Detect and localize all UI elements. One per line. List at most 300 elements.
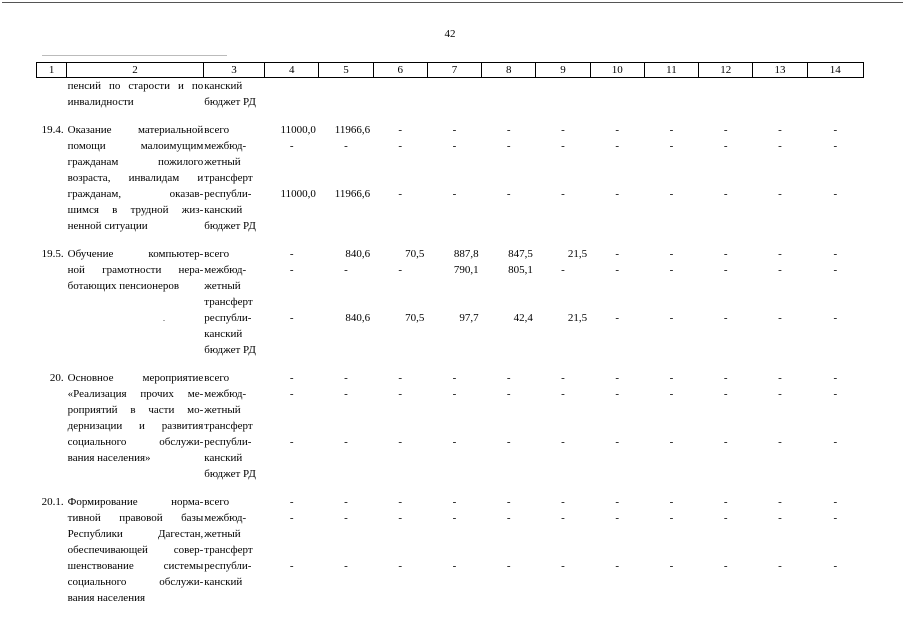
- value-cell: [590, 370, 644, 482]
- value-spacer: [265, 542, 319, 558]
- value-mbt: -: [778, 264, 782, 276]
- value-spacer: [753, 170, 807, 186]
- fund-line: бюджет РД: [204, 96, 256, 108]
- name-line: инвалидности: [67, 96, 134, 108]
- value-rd: -: [723, 312, 728, 324]
- value-mbt: -: [344, 512, 348, 524]
- value-spacer: [699, 542, 753, 558]
- value-spacer: [753, 418, 807, 434]
- row-number: 19.5.: [41, 248, 64, 260]
- value-spacer: [427, 402, 481, 418]
- column-header: 7: [427, 63, 481, 78]
- funding-source: [203, 122, 264, 234]
- fund-line: республи-: [204, 560, 252, 572]
- value-spacer: [644, 170, 698, 186]
- value-spacer: [807, 278, 863, 294]
- value-spacer: [753, 278, 807, 294]
- value-spacer: [373, 278, 427, 294]
- value-total: -: [615, 496, 620, 508]
- value-cell: [807, 370, 863, 482]
- fund-line: бюджет РД: [204, 220, 256, 232]
- column-header: 1: [37, 63, 67, 78]
- value-mbt: -: [669, 388, 674, 400]
- value-total: -: [833, 496, 838, 508]
- name-line: тивной правовой базы: [67, 512, 204, 524]
- funding-source: [203, 370, 264, 482]
- value-rd: -: [615, 312, 620, 324]
- value-rd: -: [723, 188, 728, 200]
- value-rd: 70,5: [405, 312, 425, 324]
- value-total: -: [723, 124, 728, 136]
- value-mbt: 790,1: [453, 264, 479, 276]
- activity-name: [67, 122, 204, 234]
- value-spacer: [482, 418, 536, 434]
- value-rd: -: [669, 188, 674, 200]
- value-mbt: -: [289, 512, 294, 524]
- fund-line: межбюд-: [204, 388, 247, 400]
- value-spacer: [753, 402, 807, 418]
- name-line: Формирование норма-: [67, 496, 204, 508]
- value-cell: [699, 370, 753, 482]
- value-spacer: [590, 278, 644, 294]
- name-line: «Реализация прочих ме-: [67, 388, 204, 400]
- fund-line: межбюд-: [204, 264, 247, 276]
- value-total: -: [669, 496, 674, 508]
- value-rd: -: [833, 436, 838, 448]
- value-total: -: [669, 248, 674, 260]
- value-spacer: [427, 278, 481, 294]
- value-cell: [807, 122, 863, 234]
- value-cell: [644, 246, 698, 358]
- value-spacer: [265, 294, 319, 310]
- value-total: -: [615, 248, 620, 260]
- value-cell: [536, 370, 590, 482]
- value-cell: [807, 494, 863, 606]
- value-spacer: [807, 170, 863, 186]
- fund-line: жетный: [204, 156, 241, 168]
- fund-line: жетный: [204, 404, 241, 416]
- name-line: возраста, инвалидам и: [67, 172, 204, 184]
- name-line: Республики Дагестан,: [67, 528, 204, 540]
- value-mbt: -: [561, 512, 565, 524]
- column-header: 13: [753, 63, 807, 78]
- fund-line: республи-: [204, 188, 252, 200]
- fund-line: канский: [204, 204, 243, 216]
- fund-line: канский: [204, 576, 243, 588]
- value-cell: [265, 370, 319, 482]
- funding-source: [203, 494, 264, 606]
- value-total: -: [506, 496, 511, 508]
- value-spacer: [644, 154, 698, 170]
- name-line: ной грамотности нера-: [67, 264, 204, 276]
- value-cell: [265, 246, 319, 358]
- value-spacer: [753, 294, 807, 310]
- value-mbt: -: [723, 140, 728, 152]
- name-line: ботающих пенсионеров: [67, 280, 180, 292]
- value-total: -: [344, 372, 348, 384]
- column-header: 11: [644, 63, 698, 78]
- value-total: -: [289, 372, 294, 384]
- value-total: -: [506, 372, 511, 384]
- name-line: обеспечивающей совер-: [67, 544, 204, 556]
- name-line: Оказание материальной: [67, 124, 204, 136]
- fund-line: межбюд-: [204, 512, 247, 524]
- value-total: -: [398, 496, 403, 508]
- name-line: Основное мероприятие: [67, 372, 204, 384]
- value-spacer: [373, 294, 427, 310]
- value-total: 11000,0: [280, 124, 316, 136]
- column-header-row: [37, 63, 864, 78]
- value-spacer: [699, 526, 753, 542]
- value-mbt: -: [506, 140, 511, 152]
- name-line: ненной ситуации: [67, 220, 148, 232]
- value-spacer: [644, 278, 698, 294]
- table-row: [37, 246, 864, 358]
- value-spacer: [536, 170, 590, 186]
- value-spacer: [427, 418, 481, 434]
- value-mbt: -: [778, 512, 782, 524]
- value-spacer: [265, 154, 319, 170]
- value-mbt: -: [344, 388, 348, 400]
- value-rd: -: [289, 560, 294, 572]
- value-rd: -: [778, 560, 782, 572]
- row-spacer: [37, 358, 864, 370]
- value-spacer: [536, 154, 590, 170]
- value-mbt: -: [833, 512, 838, 524]
- value-spacer: [536, 402, 590, 418]
- value-cell: [373, 246, 427, 358]
- value-spacer: [590, 542, 644, 558]
- value-total: -: [723, 372, 728, 384]
- value-total: -: [452, 372, 457, 384]
- value-spacer: [265, 278, 319, 294]
- value-mbt: -: [452, 140, 457, 152]
- value-cell: [373, 122, 427, 234]
- value-total: -: [344, 496, 348, 508]
- value-spacer: [807, 526, 863, 542]
- value-cell: [590, 494, 644, 606]
- row-spacer: [37, 482, 864, 494]
- value-spacer: [590, 526, 644, 542]
- value-spacer: [753, 542, 807, 558]
- value-cell: [427, 370, 481, 482]
- value-total: -: [289, 496, 294, 508]
- value-cell: [699, 122, 753, 234]
- value-total: 847,5: [508, 248, 533, 260]
- value-mbt: -: [344, 140, 348, 152]
- column-header: 2: [67, 63, 204, 78]
- value-total: -: [833, 372, 838, 384]
- value-mbt: -: [778, 140, 782, 152]
- value-spacer: [699, 294, 753, 310]
- value-mbt: -: [452, 512, 457, 524]
- value-spacer: [319, 526, 373, 542]
- value-mbt: 805,1: [508, 264, 533, 276]
- value-cell: [319, 370, 373, 482]
- name-line: гражданам пожилого: [67, 156, 204, 168]
- value-cell: [753, 370, 807, 482]
- value-spacer: [265, 170, 319, 186]
- value-cell: [699, 246, 753, 358]
- value-mbt: -: [669, 264, 674, 276]
- value-total: -: [778, 372, 782, 384]
- value-rd: -: [398, 436, 403, 448]
- value-rd: 11966,6: [334, 188, 371, 200]
- value-mbt: -: [833, 388, 838, 400]
- fund-line: жетный: [204, 280, 241, 292]
- value-spacer: [427, 154, 481, 170]
- value-spacer: [482, 154, 536, 170]
- value-spacer: [536, 526, 590, 542]
- value-total: 840,6: [345, 248, 371, 260]
- fund-line: бюджет РД: [204, 468, 256, 480]
- value-spacer: [590, 170, 644, 186]
- table-body: [37, 78, 864, 607]
- value-spacer: [319, 170, 373, 186]
- value-mbt: -: [398, 512, 403, 524]
- value-rd: -: [561, 188, 565, 200]
- value-mbt: -: [506, 388, 511, 400]
- value-mbt: -: [506, 512, 511, 524]
- value-total: -: [452, 496, 457, 508]
- name-line: гражданам, оказав-: [67, 188, 204, 200]
- value-cell: [482, 494, 536, 606]
- value-cell: [753, 494, 807, 606]
- value-rd: -: [723, 560, 728, 572]
- value-rd: -: [723, 436, 728, 448]
- value-cell: [590, 122, 644, 234]
- value-spacer: [319, 154, 373, 170]
- fund-line: межбюд-: [204, 140, 247, 152]
- value-total: -: [778, 124, 782, 136]
- column-header: 4: [265, 63, 319, 78]
- name-line: вания населения: [67, 592, 146, 604]
- value-spacer: [590, 154, 644, 170]
- value-mbt: -: [344, 264, 348, 276]
- page-number: 42: [444, 28, 456, 40]
- value-mbt: -: [615, 388, 620, 400]
- value-mbt: -: [289, 140, 294, 152]
- value-mbt: -: [398, 388, 403, 400]
- value-total: 887,8: [453, 248, 479, 260]
- value-cell: [536, 122, 590, 234]
- name-line: роприятий в части мо-: [67, 404, 204, 416]
- value-mbt: -: [833, 140, 838, 152]
- table-row: [37, 122, 864, 234]
- fund-line: трансферт: [204, 420, 253, 432]
- value-spacer: [373, 402, 427, 418]
- value-total: -: [398, 372, 403, 384]
- value-rd: -: [344, 436, 348, 448]
- value-rd: -: [833, 560, 838, 572]
- name-line: пенсий по старости и по: [67, 80, 204, 92]
- fund-line: канский: [204, 80, 243, 92]
- value-cell: [644, 122, 698, 234]
- activity-name: [67, 370, 204, 482]
- value-cell: [644, 494, 698, 606]
- name-line: дернизации и развития: [67, 420, 204, 432]
- value-cell: [482, 370, 536, 482]
- value-rd: -: [506, 436, 511, 448]
- value-cell: [753, 246, 807, 358]
- value-rd: -: [344, 560, 348, 572]
- value-cell: [482, 246, 536, 358]
- fund-line: республи-: [204, 312, 252, 324]
- value-mbt: -: [398, 264, 403, 276]
- row-spacer: [37, 234, 864, 246]
- value-spacer: [482, 402, 536, 418]
- value-spacer: [807, 154, 863, 170]
- value-rd: -: [561, 560, 565, 572]
- carryover-row: [37, 78, 864, 111]
- value-spacer: [319, 278, 373, 294]
- value-rd: -: [506, 560, 511, 572]
- fund-line: всего: [204, 496, 230, 508]
- value-spacer: [699, 154, 753, 170]
- value-spacer: [644, 402, 698, 418]
- value-cell: [265, 494, 319, 606]
- value-spacer: [373, 154, 427, 170]
- value-rd: -: [561, 436, 565, 448]
- value-spacer: [265, 526, 319, 542]
- value-spacer: [753, 154, 807, 170]
- value-spacer: [427, 542, 481, 558]
- value-mbt: -: [669, 140, 674, 152]
- value-total: 70,5: [405, 248, 425, 260]
- value-cell: [590, 246, 644, 358]
- value-spacer: [590, 418, 644, 434]
- value-spacer: [319, 542, 373, 558]
- value-spacer: [265, 418, 319, 434]
- value-spacer: [644, 542, 698, 558]
- value-cell: [753, 122, 807, 234]
- value-cell: [373, 494, 427, 606]
- fund-line: канский: [204, 328, 243, 340]
- column-header: 9: [536, 63, 590, 78]
- value-rd: -: [669, 312, 674, 324]
- value-total: -: [561, 124, 565, 136]
- value-mbt: -: [778, 388, 782, 400]
- value-spacer: [319, 294, 373, 310]
- value-spacer: [699, 402, 753, 418]
- value-cell: [319, 246, 373, 358]
- value-total: -: [833, 124, 838, 136]
- column-header: 14: [807, 63, 863, 78]
- value-cell: [319, 494, 373, 606]
- value-rd: 42,4: [513, 312, 533, 324]
- table-row: [37, 370, 864, 482]
- value-spacer: [644, 526, 698, 542]
- value-total: -: [561, 496, 565, 508]
- budget-table: [36, 62, 864, 606]
- value-mbt: -: [615, 512, 620, 524]
- activity-name: [67, 246, 204, 358]
- row-number: 20.1.: [41, 496, 64, 508]
- value-spacer: [807, 294, 863, 310]
- fund-line: жетный: [204, 528, 241, 540]
- value-rd: -: [452, 436, 457, 448]
- value-cell: [482, 122, 536, 234]
- value-rd: -: [452, 560, 457, 572]
- value-total: -: [723, 496, 728, 508]
- value-total: -: [778, 248, 782, 260]
- column-header: 12: [699, 63, 753, 78]
- value-rd: -: [833, 312, 838, 324]
- value-rd: -: [398, 188, 403, 200]
- fund-line: бюджет РД: [204, 344, 256, 356]
- value-total: 21,5: [567, 248, 588, 260]
- value-spacer: [482, 170, 536, 186]
- value-spacer: [807, 418, 863, 434]
- value-rd: -: [506, 188, 511, 200]
- value-spacer: [753, 526, 807, 542]
- value-total: -: [561, 372, 565, 384]
- value-mbt: -: [398, 140, 403, 152]
- activity-name: [67, 494, 204, 606]
- value-total: 11966,6: [334, 124, 371, 136]
- value-mbt: -: [561, 140, 565, 152]
- value-rd: -: [778, 436, 782, 448]
- value-rd: 840,6: [345, 312, 371, 324]
- value-rd: -: [398, 560, 403, 572]
- value-mbt: -: [289, 388, 294, 400]
- value-spacer: [427, 294, 481, 310]
- value-total: -: [778, 496, 782, 508]
- value-rd: 11000,0: [280, 188, 316, 200]
- value-rd: -: [289, 312, 294, 324]
- value-rd: -: [452, 188, 457, 200]
- name-line: шенствование системы: [67, 560, 204, 572]
- value-spacer: [265, 402, 319, 418]
- value-rd: 97,7: [459, 312, 479, 324]
- value-spacer: [699, 170, 753, 186]
- value-total: -: [669, 372, 674, 384]
- value-rd: -: [669, 436, 674, 448]
- value-spacer: [536, 542, 590, 558]
- value-mbt: -: [669, 512, 674, 524]
- value-total: -: [723, 248, 728, 260]
- value-mbt: -: [561, 388, 565, 400]
- value-rd: -: [778, 312, 782, 324]
- name-line: помощи малоимущим: [67, 140, 204, 152]
- value-total: -: [506, 124, 511, 136]
- value-spacer: [807, 402, 863, 418]
- value-spacer: [536, 278, 590, 294]
- value-spacer: [482, 278, 536, 294]
- column-header: 5: [319, 63, 373, 78]
- value-mbt: -: [723, 264, 728, 276]
- value-spacer: [590, 402, 644, 418]
- name-line: Обучение компьютер-: [67, 248, 204, 260]
- value-cell: [699, 494, 753, 606]
- scan-mark: [42, 55, 227, 56]
- value-total: -: [669, 124, 674, 136]
- value-spacer: [644, 418, 698, 434]
- value-total: -: [615, 124, 620, 136]
- value-spacer: [482, 526, 536, 542]
- row-number: 20.: [49, 372, 64, 384]
- value-rd: -: [289, 436, 294, 448]
- value-mbt: -: [289, 264, 294, 276]
- value-rd: -: [669, 560, 674, 572]
- value-cell: [644, 370, 698, 482]
- carryover-fund: [203, 78, 264, 111]
- value-spacer: [807, 542, 863, 558]
- fund-line: всего: [204, 248, 230, 260]
- value-spacer: [373, 170, 427, 186]
- name-line: вания населения»: [67, 452, 151, 464]
- fund-line: трансферт: [204, 296, 253, 308]
